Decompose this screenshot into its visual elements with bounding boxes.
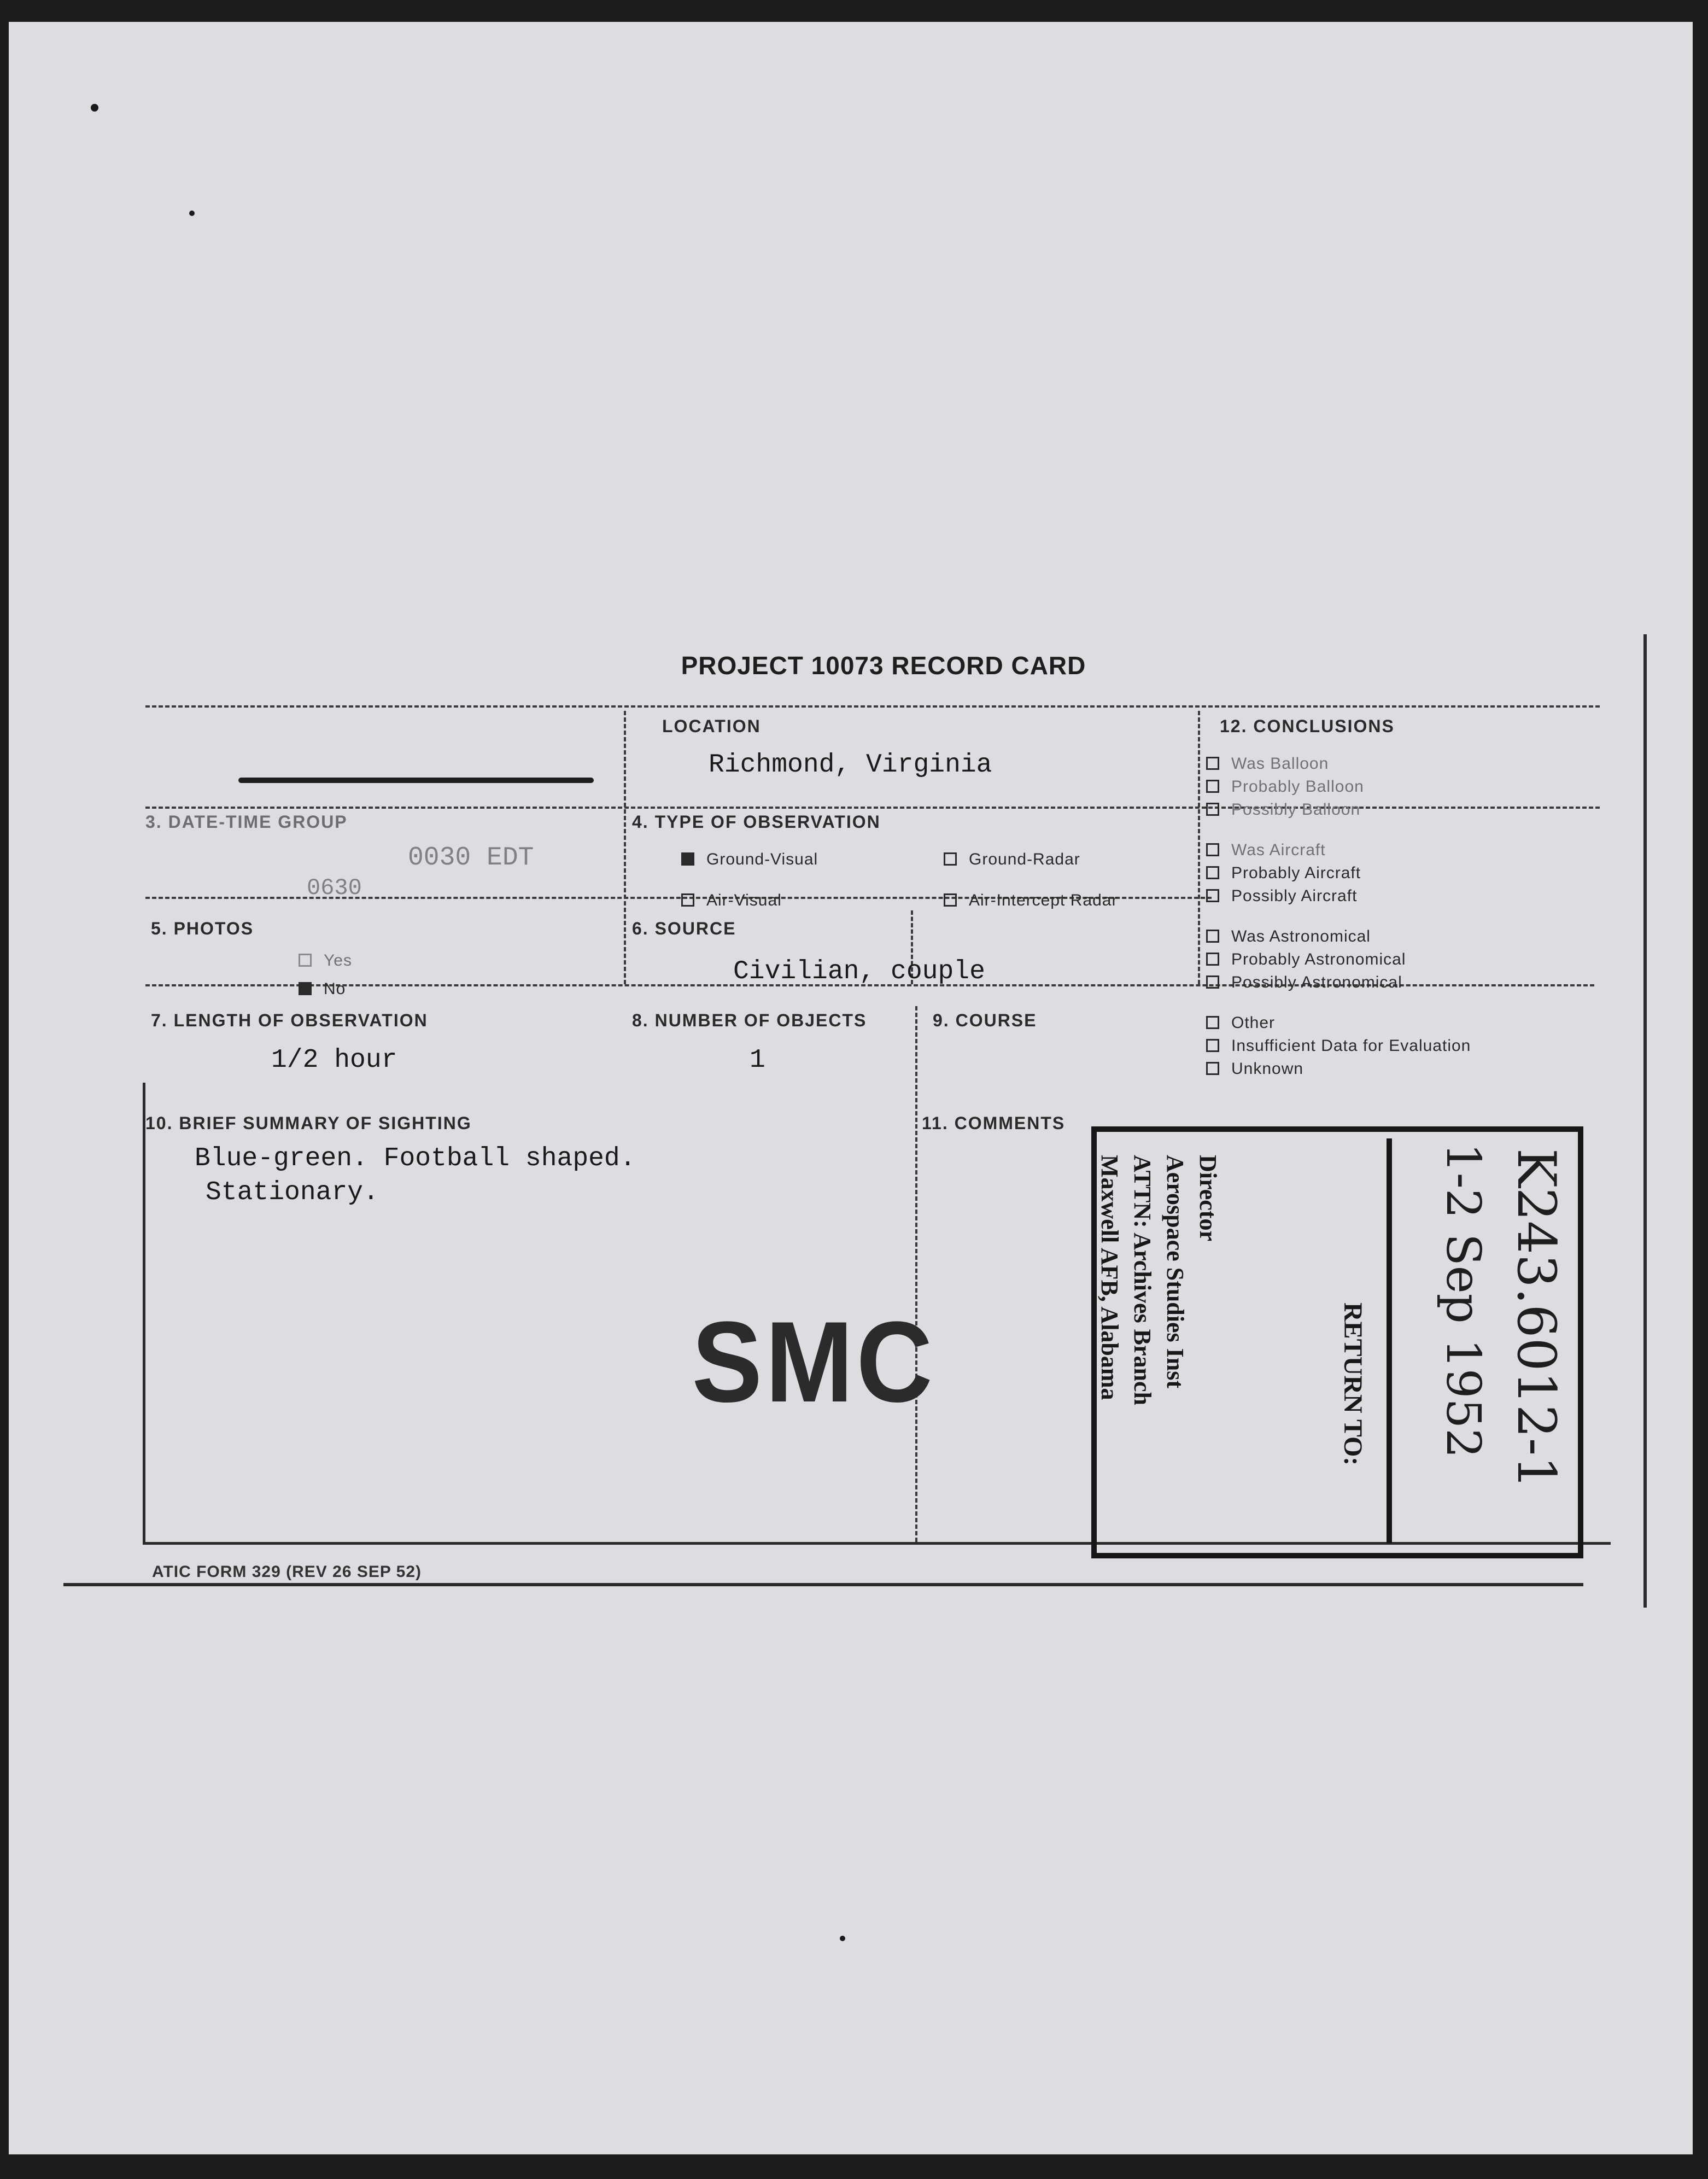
length-label: 7. LENGTH OF OBSERVATION [151,1010,428,1030]
underline-mark [238,778,594,783]
stamp-address-panel [1096,1138,1392,1543]
option-ground-radar: Ground-Radar [944,850,1080,869]
divider [915,1006,917,1542]
conclusion-option: Probably Aircraft [1206,864,1361,883]
conclusion-option: Possibly Aircraft [1206,887,1357,906]
summary-line-2: Stationary. [206,1178,379,1207]
card-left-border [143,1083,145,1545]
checkbox-icon [1206,953,1219,966]
smc-stamp: SMC [692,1298,936,1426]
conclusion-option: Insufficient Data for Evaluation [1206,1037,1471,1055]
checkbox-icon [299,954,312,967]
conclusion-option: Probably Astronomical [1206,950,1406,969]
date-time-value: 0030 EDT [408,843,534,873]
handwritten-call-number: K243.6012-1 [1506,1148,1567,1489]
checkbox-icon [1206,1039,1219,1052]
checkbox-checked-icon [681,852,694,866]
conclusions-label: 12. CONCLUSIONS [1220,716,1395,736]
comments-label: 11. COMMENTS [922,1113,1066,1133]
checkbox-icon [1206,889,1219,902]
date-time-group-label: 3. DATE-TIME GROUP [145,812,348,832]
option-ground-visual: Ground-Visual [681,850,818,869]
dust-speck [91,104,98,112]
return-to-stamp [1091,1126,1583,1558]
address-line: Maxwell AFB, Alabama [1096,1155,1123,1400]
divider [624,711,626,984]
checkbox-icon [944,852,957,866]
photos-yes: Yes [299,951,352,970]
length-value: 1/2 hour [271,1045,397,1075]
dust-speck [840,1936,845,1941]
conclusion-option: Unknown [1206,1060,1303,1078]
checkbox-checked-icon [299,982,312,995]
address-line: Aerospace Studies Inst [1162,1155,1189,1389]
checkbox-icon [1206,866,1219,879]
dust-speck [189,211,195,216]
date-time-value-2: 0630 [307,875,362,901]
checkbox-icon [1206,757,1219,770]
observation-type-label: 4. TYPE OF OBSERVATION [632,812,881,832]
conclusion-option: Was Aircraft [1206,841,1326,860]
conclusion-option: Probably Balloon [1206,778,1364,796]
return-to-heading: RETURN TO: [1338,1302,1367,1466]
source-value: Civilian, couple [733,957,985,986]
checkbox-icon [1206,1062,1219,1075]
course-label: 9. COURSE [933,1010,1037,1030]
conclusion-option: Possibly Balloon [1206,801,1360,819]
location-value: Richmond, Virginia [709,750,992,780]
checkbox-icon [1206,930,1219,943]
address-line: Director [1195,1155,1221,1241]
handwritten-date: 1-2 Sep 1952 [1436,1143,1490,1458]
checkbox-icon [1206,780,1219,793]
objects-value: 1 [750,1045,765,1075]
card-edge-line [63,1583,1583,1586]
objects-label: 8. NUMBER OF OBJECTS [632,1010,867,1030]
summary-label: 10. BRIEF SUMMARY OF SIGHTING [145,1113,472,1133]
divider [1198,711,1200,984]
checkbox-icon [1206,803,1219,816]
summary-line-1: Blue-green. Football shaped. [195,1144,636,1173]
option-air-intercept-radar: Air-Intercept Radar [944,891,1118,910]
checkbox-icon [1206,843,1219,856]
checkbox-icon [1206,975,1219,989]
form-footer: ATIC FORM 329 (REV 26 SEP 52) [152,1563,422,1581]
divider [145,705,1600,708]
card-right-border [1643,634,1647,1608]
source-label: 6. SOURCE [632,919,736,938]
address-line: ATTN: Archives Branch [1129,1155,1156,1405]
record-card [134,634,1622,1581]
card-title: PROJECT 10073 RECORD CARD [681,651,1086,680]
checkbox-icon [1206,1016,1219,1029]
photos-label: 5. PHOTOS [151,919,254,938]
divider [145,807,1600,809]
scanned-page [9,22,1693,2154]
conclusion-option: Possibly Astronomical [1206,973,1402,992]
conclusion-option: Was Balloon [1206,755,1329,773]
conclusion-option: Was Astronomical [1206,927,1371,946]
photos-no: No [299,980,346,998]
option-air-visual: Air-Visual [681,891,782,910]
location-label: LOCATION [662,716,761,736]
conclusion-option: Other [1206,1014,1275,1032]
checkbox-icon [681,893,694,907]
checkbox-icon [944,893,957,907]
